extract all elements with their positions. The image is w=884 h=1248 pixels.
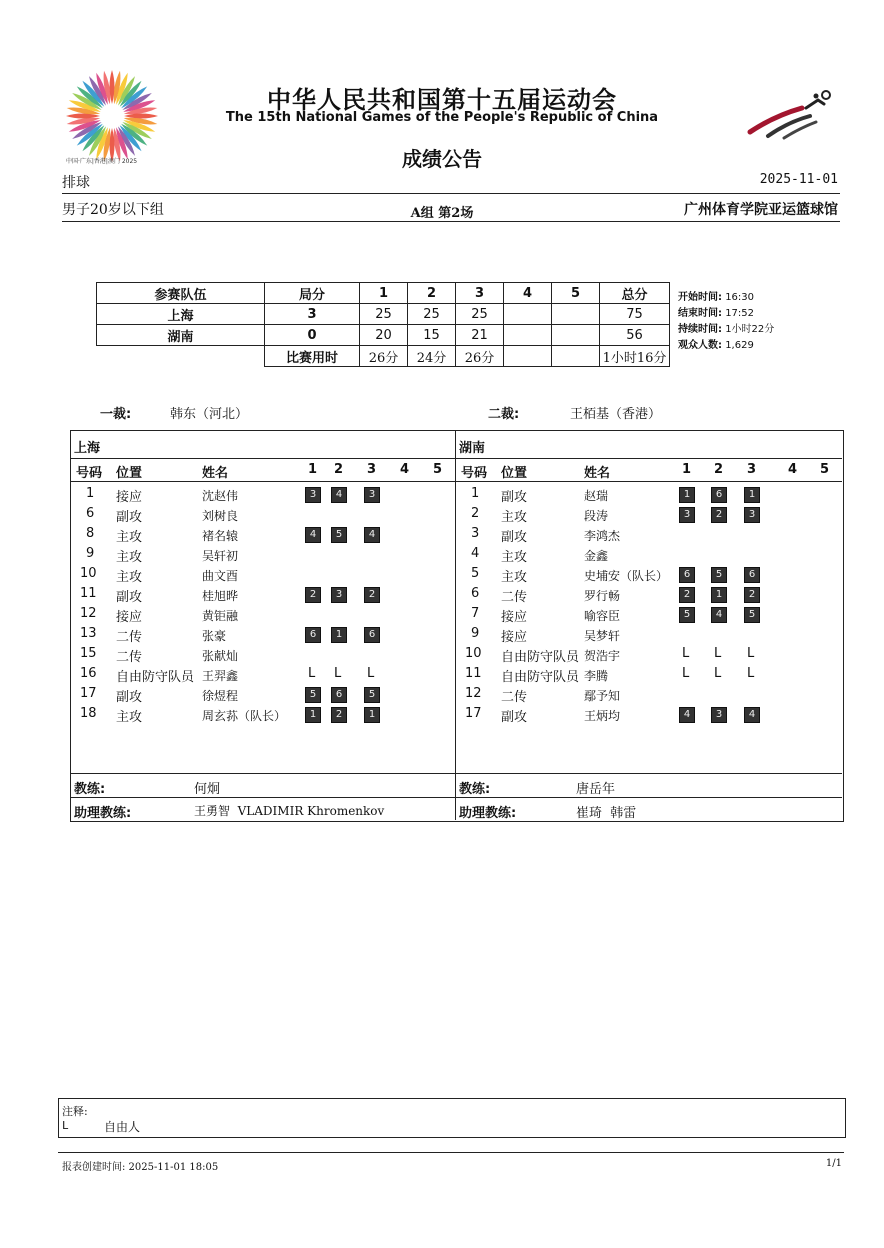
- player-number: 4: [471, 546, 480, 561]
- roster-header-set: 2: [714, 462, 724, 477]
- player-number: 1: [471, 486, 480, 501]
- player-name: 鄢予知: [584, 689, 621, 703]
- starting-rotation-box: 3: [331, 587, 347, 603]
- starting-rotation-box: 2: [331, 707, 347, 723]
- sets-won: 3: [265, 304, 360, 325]
- starting-rotation-box: 2: [679, 587, 695, 603]
- total-score: 56: [600, 325, 670, 346]
- starting-rotation-box: 6: [305, 627, 321, 643]
- player-number: 10: [80, 566, 97, 581]
- right-assistant: 崔琦 韩雷: [576, 806, 637, 821]
- meta-audience: [678, 336, 754, 351]
- roster-header-set: 2: [334, 462, 344, 477]
- meta-duration: [678, 320, 774, 335]
- set-duration: [504, 346, 552, 367]
- left-team-name: 上海: [74, 441, 101, 456]
- date-label: 2025-11-01: [759, 172, 838, 187]
- player-name: 吴轩初: [202, 549, 239, 563]
- set-score: 15: [408, 325, 456, 346]
- games-title-cn: 中华人民共和国第十五届运动会: [267, 86, 617, 114]
- roster-header-set: 3: [747, 462, 757, 477]
- player-position: 二传: [116, 630, 143, 645]
- player-position: 副攻: [501, 490, 528, 505]
- player-position: 副攻: [116, 590, 143, 605]
- player-number: 6: [471, 586, 480, 601]
- sport-label: 排球: [62, 175, 90, 191]
- starting-rotation-box: 6: [679, 567, 695, 583]
- player-position: 自由防守队员: [501, 650, 580, 665]
- score-table: [96, 282, 670, 367]
- starting-rotation-box: 1: [364, 707, 380, 723]
- total-duration: 1小时16分: [600, 346, 670, 367]
- roster-column-divider: [455, 430, 456, 820]
- starting-rotation-box: 5: [305, 687, 321, 703]
- libero-marker: L: [714, 666, 722, 681]
- player-number: 10: [465, 646, 482, 661]
- roster-header-set: 5: [433, 462, 443, 477]
- player-number: 1: [86, 486, 95, 501]
- player-name: 曲文酉: [202, 569, 239, 583]
- libero-marker: L: [682, 646, 690, 661]
- roster-frame: [70, 430, 844, 822]
- score-row: [97, 325, 670, 346]
- left-coach-label: 教练:: [74, 782, 106, 797]
- player-name: 沈赵伟: [202, 489, 239, 503]
- player-number: 7: [471, 606, 480, 621]
- document-title: 成绩公告: [402, 147, 482, 171]
- meta-value: 1小时22分: [725, 324, 775, 335]
- roster-header-no: 号码: [461, 466, 488, 481]
- roster-header-set: 3: [367, 462, 377, 477]
- player-name: 金鑫: [584, 549, 609, 563]
- player-name: 黄钜融: [202, 609, 239, 623]
- player-number: 8: [86, 526, 95, 541]
- starting-rotation-box: 3: [305, 487, 321, 503]
- player-name: 徐煜程: [202, 689, 239, 703]
- roster-header-set: 4: [400, 462, 410, 477]
- player-name: 贺浩宇: [584, 649, 621, 663]
- player-number: 17: [80, 686, 97, 701]
- libero-marker: L: [747, 646, 755, 661]
- player-number: 2: [471, 506, 480, 521]
- set-score: [552, 325, 600, 346]
- notes-label: 注释:: [62, 1105, 88, 1118]
- score-header-cell: 总分: [600, 283, 670, 304]
- player-name: 王羿鑫: [202, 669, 239, 683]
- libero-marker: L: [334, 666, 342, 681]
- starting-rotation-box: 2: [305, 587, 321, 603]
- starting-rotation-box: 1: [331, 627, 347, 643]
- player-name: 张献灿: [202, 649, 239, 663]
- meta-start: [678, 288, 754, 303]
- starting-rotation-box: 1: [711, 587, 727, 603]
- player-number: 3: [471, 526, 480, 541]
- player-number: 9: [86, 546, 95, 561]
- player-name: 李腾: [584, 669, 609, 683]
- set-duration: 26分: [360, 346, 408, 367]
- player-position: 接应: [501, 630, 528, 645]
- libero-marker: L: [682, 666, 690, 681]
- player-name: 王炳均: [584, 709, 621, 723]
- starting-rotation-box: 6: [331, 687, 347, 703]
- starting-rotation-box: 3: [711, 707, 727, 723]
- starting-rotation-box: 4: [331, 487, 347, 503]
- player-number: 18: [80, 706, 97, 721]
- player-name: 史埔安（队长）: [584, 569, 669, 583]
- starting-rotation-box: 3: [364, 487, 380, 503]
- player-position: 副攻: [116, 690, 143, 705]
- player-position: 主攻: [501, 510, 528, 525]
- libero-marker: L: [747, 666, 755, 681]
- libero-marker: L: [367, 666, 375, 681]
- roster-header-set: 5: [820, 462, 830, 477]
- report-created: 报表创建时间: 2025-11-01 18:05: [62, 1162, 219, 1173]
- player-position: 主攻: [501, 550, 528, 565]
- player-name: 桂旭晔: [202, 589, 239, 603]
- left-assistant-label: 助理教练:: [74, 806, 132, 821]
- left-assistant: 王勇智 VLADIMIR Khromenkov: [194, 804, 385, 818]
- player-number: 6: [86, 506, 95, 521]
- starting-rotation-box: 5: [744, 607, 760, 623]
- starting-rotation-box: 6: [711, 487, 727, 503]
- roster-assistant-divider: [70, 797, 842, 798]
- roster-header-set: 1: [682, 462, 692, 477]
- set-score: [504, 325, 552, 346]
- match-label: A组 第2场: [410, 206, 474, 221]
- player-position: 副攻: [501, 530, 528, 545]
- notes-key: L: [62, 1119, 69, 1132]
- right-assistant-label: 助理教练:: [459, 806, 517, 821]
- player-name: 刘树良: [202, 509, 239, 523]
- player-position: 二传: [501, 690, 528, 705]
- score-header-cell: 5: [552, 283, 600, 304]
- page-number: 1/1: [825, 1158, 842, 1169]
- player-position: 主攻: [116, 530, 143, 545]
- starting-rotation-box: 3: [744, 507, 760, 523]
- player-position: 副攻: [501, 710, 528, 725]
- roster-header-divider: [70, 481, 842, 482]
- meta-label: 结束时间:: [678, 308, 722, 319]
- set-duration: 26分: [456, 346, 504, 367]
- left-coach: 何炯: [194, 782, 221, 797]
- starting-rotation-box: 6: [364, 627, 380, 643]
- player-position: 主攻: [116, 550, 143, 565]
- starting-rotation-box: 3: [679, 507, 695, 523]
- roster-header-name: 姓名: [202, 466, 229, 481]
- roster-header-position: 位置: [501, 466, 528, 481]
- set-score: 25: [408, 304, 456, 325]
- player-name: 周玄荪（队长）: [202, 709, 287, 723]
- player-number: 12: [80, 606, 97, 621]
- score-header-cell: 1: [360, 283, 408, 304]
- player-position: 副攻: [116, 510, 143, 525]
- roster-header-set: 1: [308, 462, 318, 477]
- player-position: 接应: [116, 490, 143, 505]
- notes-meaning: 自由人: [104, 1120, 141, 1134]
- player-position: 主攻: [501, 570, 528, 585]
- player-number: 5: [471, 566, 480, 581]
- starting-rotation-box: 5: [711, 567, 727, 583]
- meta-label: 开始时间:: [678, 292, 722, 303]
- player-number: 11: [80, 586, 97, 601]
- score-header-cell: 局分: [265, 283, 360, 304]
- starting-rotation-box: 4: [679, 707, 695, 723]
- games-title-en: The 15th National Games of the People's Republic of China: [225, 110, 659, 125]
- player-position: 二传: [116, 650, 143, 665]
- set-score: 25: [360, 304, 408, 325]
- player-position: 自由防守队员: [501, 670, 580, 685]
- player-name: 褚名辕: [202, 529, 239, 543]
- header-divider: [62, 193, 840, 194]
- set-score: 20: [360, 325, 408, 346]
- roster-header-no: 号码: [76, 466, 103, 481]
- starting-rotation-box: 4: [364, 527, 380, 543]
- starting-rotation-box: 2: [364, 587, 380, 603]
- starting-rotation-box: 1: [744, 487, 760, 503]
- total-score: 75: [600, 304, 670, 325]
- starting-rotation-box: 4: [305, 527, 321, 543]
- duration-row: [97, 346, 670, 367]
- first-referee: 韩东（河北）: [170, 407, 249, 422]
- starting-rotation-box: 1: [305, 707, 321, 723]
- set-score: 25: [456, 304, 504, 325]
- header-divider-2: [62, 221, 840, 222]
- set-duration: [552, 346, 600, 367]
- logo-caption: 中国·广东|香港|澳门 2025: [66, 158, 138, 165]
- starting-rotation-box: 6: [744, 567, 760, 583]
- second-referee: 王栢基（香港）: [570, 407, 662, 422]
- meta-value: 17:52: [725, 308, 755, 319]
- player-name: 罗行畅: [584, 589, 621, 603]
- roster-coach-divider: [70, 773, 842, 774]
- starting-rotation-box: 2: [744, 587, 760, 603]
- category-label: 男子20岁以下组: [62, 202, 164, 218]
- player-name: 李鸿杰: [584, 529, 621, 543]
- set-score: 21: [456, 325, 504, 346]
- player-name: 段涛: [584, 509, 609, 523]
- player-position: 主攻: [116, 710, 143, 725]
- libero-marker: L: [308, 666, 316, 681]
- notes-box: [58, 1098, 846, 1138]
- score-header-row: [97, 283, 670, 304]
- starting-rotation-box: 2: [711, 507, 727, 523]
- starting-rotation-box: 4: [711, 607, 727, 623]
- player-position: 接应: [116, 610, 143, 625]
- player-number: 13: [80, 626, 97, 641]
- meta-label: 持续时间:: [678, 324, 722, 335]
- score-header-cell: 参赛队伍: [97, 283, 265, 304]
- player-position: 自由防守队员: [116, 670, 195, 685]
- player-number: 15: [80, 646, 97, 661]
- starting-rotation-box: 5: [679, 607, 695, 623]
- empty-cell: [97, 346, 265, 367]
- player-number: 16: [80, 666, 97, 681]
- score-header-cell: 4: [504, 283, 552, 304]
- footer-divider: [58, 1152, 844, 1153]
- roster-team-divider: [70, 458, 842, 459]
- starting-rotation-box: 1: [679, 487, 695, 503]
- roster-header-set: 4: [788, 462, 798, 477]
- roster-header-name: 姓名: [584, 466, 611, 481]
- second-referee-label: 二裁:: [488, 407, 520, 422]
- player-position: 主攻: [116, 570, 143, 585]
- first-referee-label: 一裁:: [100, 407, 132, 422]
- meta-label: 观众人数:: [678, 340, 722, 351]
- player-name: 喻容臣: [584, 609, 621, 623]
- duration-label: 比赛用时: [265, 346, 360, 367]
- player-name: 吴梦轩: [584, 629, 621, 643]
- right-coach: 唐岳年: [576, 782, 616, 797]
- score-header-cell: 3: [456, 283, 504, 304]
- venue-label: 广州体育学院亚运篮球馆: [684, 202, 838, 218]
- player-number: 12: [465, 686, 482, 701]
- player-name: 赵瑞: [584, 489, 609, 503]
- meta-value: 1,629: [725, 340, 754, 351]
- set-score: [552, 304, 600, 325]
- starting-rotation-box: 4: [744, 707, 760, 723]
- sets-won: 0: [265, 325, 360, 346]
- player-number: 9: [471, 626, 480, 641]
- player-position: 二传: [501, 590, 528, 605]
- score-row: [97, 304, 670, 325]
- starting-rotation-box: 5: [364, 687, 380, 703]
- player-position: 接应: [501, 610, 528, 625]
- set-score: [504, 304, 552, 325]
- starting-rotation-box: 5: [331, 527, 347, 543]
- roster-header-position: 位置: [116, 466, 143, 481]
- player-name: 张豪: [202, 629, 227, 643]
- libero-marker: L: [714, 646, 722, 661]
- right-team-name: 湖南: [459, 441, 486, 456]
- right-coach-label: 教练:: [459, 782, 491, 797]
- meta-end: [678, 304, 754, 319]
- player-number: 17: [465, 706, 482, 721]
- score-header-cell: 2: [408, 283, 456, 304]
- meta-value: 16:30: [725, 292, 755, 303]
- set-duration: 24分: [408, 346, 456, 367]
- team-name: 上海: [97, 304, 265, 325]
- team-name: 湖南: [97, 325, 265, 346]
- player-number: 11: [465, 666, 482, 681]
